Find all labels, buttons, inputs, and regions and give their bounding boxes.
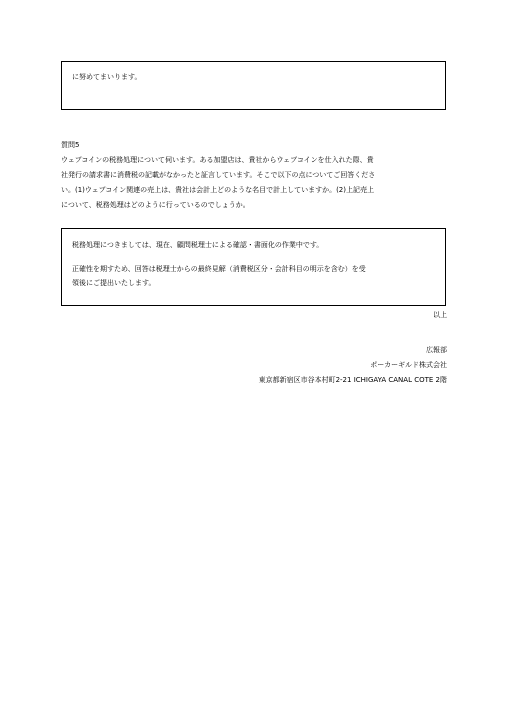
- answer-box: [61, 228, 446, 306]
- question-heading: 質問5: [61, 141, 80, 149]
- intro-box: [61, 61, 446, 110]
- closing-text: 以上: [433, 311, 447, 319]
- question-line-4: について、税務処理はどのように行っているのでしょうか。: [61, 201, 250, 209]
- signature-address: 東京都新宿区市谷本村町2-21 ICHIGAYA CANAL COTE 2階: [258, 376, 447, 384]
- question-line-1: ウェブコインの税務処理について伺います。ある加盟店は、貴社からウェブコインを仕入れた際、貴: [61, 156, 374, 164]
- question-line-2: 社発行の請求書に消費税の記載がなかったと証言しています。そこで以下の点についてご回答くださ: [61, 171, 376, 179]
- answer-line: 正確性を期すため、回答は税理士からの最終見解（消費税区分・会計科目の明示を含む）を受: [72, 265, 366, 273]
- answer-paragraph-1: [72, 238, 432, 252]
- answer-line: 税務処理につきましては、現在、顧問税理士による確認・書面化の作業中です。: [72, 241, 324, 249]
- answer-line: 領後にご提出いたします。: [72, 279, 156, 287]
- answer-paragraph-2: [72, 262, 432, 290]
- intro-text: に努めてまいります。: [72, 73, 142, 81]
- question-section: [61, 138, 453, 213]
- signature-company: ポーカーギルド株式会社: [370, 361, 447, 369]
- signature-department: 広報部: [426, 346, 447, 354]
- question-line-3: い。(1)ウェブコイン関連の売上は、貴社は会計上どのような名目で計上していますか。(2)上記売上: [61, 186, 374, 194]
